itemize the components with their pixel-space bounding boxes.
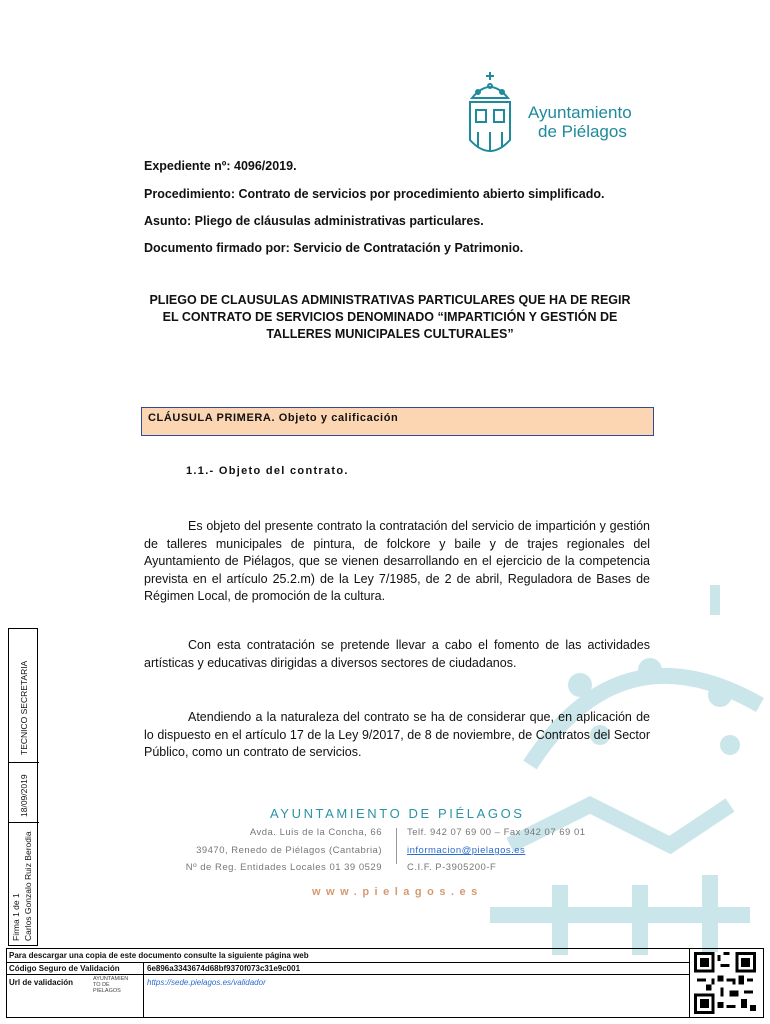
- address-line2: 39470, Renedo de Piélagos (Cantabria): [196, 845, 382, 856]
- small-org-line1: AYUNTAMIEN: [93, 976, 129, 982]
- expediente: Expediente nº: 4096/2019.: [144, 159, 297, 173]
- stamp-name: Carlos Gonzalo Ruiz Berodia: [23, 831, 33, 941]
- signature-side-stamp: [8, 628, 38, 946]
- clause-heading: CLÁUSULA PRIMERA. Objeto y calificación: [148, 412, 399, 424]
- small-org-stamp: [93, 976, 128, 994]
- logo-line2: de Piélagos: [538, 122, 627, 141]
- csv-value: 6e896a3343674d68bf9370f073c31e9c001: [147, 964, 301, 973]
- procedimiento: Procedimiento: Contrato de servicios por procedimiento abierto simplificado.: [144, 187, 605, 201]
- small-org-line2: TO DE: [93, 982, 110, 988]
- csv-label: Código Seguro de Validación: [9, 964, 120, 973]
- title-line3: TALLERES MUNICIPALES CULTURALES”: [266, 327, 514, 341]
- qr-code-icon: [693, 952, 757, 1014]
- stamp-date: 18/09/2019: [19, 774, 29, 817]
- documento-firmado: Documento firmado por: Servicio de Contratación y Patrimonio.: [144, 241, 524, 255]
- paragraph-objeto: Es objeto del presente contrato la contratación del servicio de impartición y gestión de talleres municipales de pintura, de folckore y baile y de trajes regionales del Ayuntamiento de Piélagos, que se vienen desarrollando en el ejercicio de la competencia prevista en el artículo 25.2.m) de la Ley 7/1985, de 2 de abril, Reguladora de Bases de Régimen Local, de promoción de la cultura.: [144, 519, 650, 603]
- subclause-heading: 1.1.- Objeto del contrato.: [186, 465, 349, 477]
- website-link[interactable]: www.pielagos.es: [312, 886, 483, 898]
- ayuntamiento-logo-text: [528, 103, 632, 141]
- logo-line1: Ayuntamiento: [528, 103, 632, 122]
- validation-url-link[interactable]: https://sede.pielagos.es/validador: [147, 978, 266, 987]
- address-divider: [396, 828, 397, 864]
- small-org-line3: PIELAGOS: [93, 988, 121, 994]
- asunto: Asunto: Pliego de cláusulas administrativas particulares.: [144, 214, 484, 228]
- clause-heading-box: [141, 407, 654, 436]
- verification-intro: Para descargar una copia de este documento consulte la siguiente página web: [9, 951, 309, 960]
- address-line1: Avda. Luis de la Concha, 66: [249, 827, 382, 838]
- url-label: Url de validación: [9, 978, 74, 987]
- verification-table: [6, 948, 764, 1018]
- title-line2: EL CONTRATO DE SERVICIOS DENOMINADO “IMPARTICIÓN Y GESTIÓN DE: [162, 310, 618, 324]
- paragraph-naturaleza: Atendiendo a la naturaleza del contrato se ha de considerar que, en aplicación de lo dispuesto en el artículo 17 de la Ley 9/2017, de 8 de noviembre, de Contratos del Sector Público, como un contrato de servicios.: [144, 710, 650, 759]
- document-title: [130, 292, 650, 343]
- ayuntamiento-crest-icon: [464, 70, 516, 162]
- stamp-role: TECNICO SECRETARIA: [19, 660, 29, 755]
- letterhead-org-name: AYUNTAMIENTO DE PIÉLAGOS: [270, 806, 525, 821]
- stamp-firma: Firma 1 de 1: [11, 893, 21, 941]
- phone-fax: Telf. 942 07 69 00 – Fax 942 07 69 01: [407, 827, 586, 838]
- cif: C.I.F. P-3905200-F: [407, 862, 497, 873]
- address-line3: Nº de Reg. Entidades Locales 01 39 0529: [185, 862, 382, 873]
- title-line1: PLIEGO DE CLAUSULAS ADMINISTRATIVAS PARTICULARES QUE HA DE REGIR: [149, 293, 631, 307]
- email-link[interactable]: informacion@pielagos.es: [407, 845, 526, 856]
- paragraph-fomento: Con esta contratación se pretende llevar a cabo el fomento de las actividades artísticas y educativas dirigidas a diversos sectores de ciudadanos.: [144, 638, 650, 670]
